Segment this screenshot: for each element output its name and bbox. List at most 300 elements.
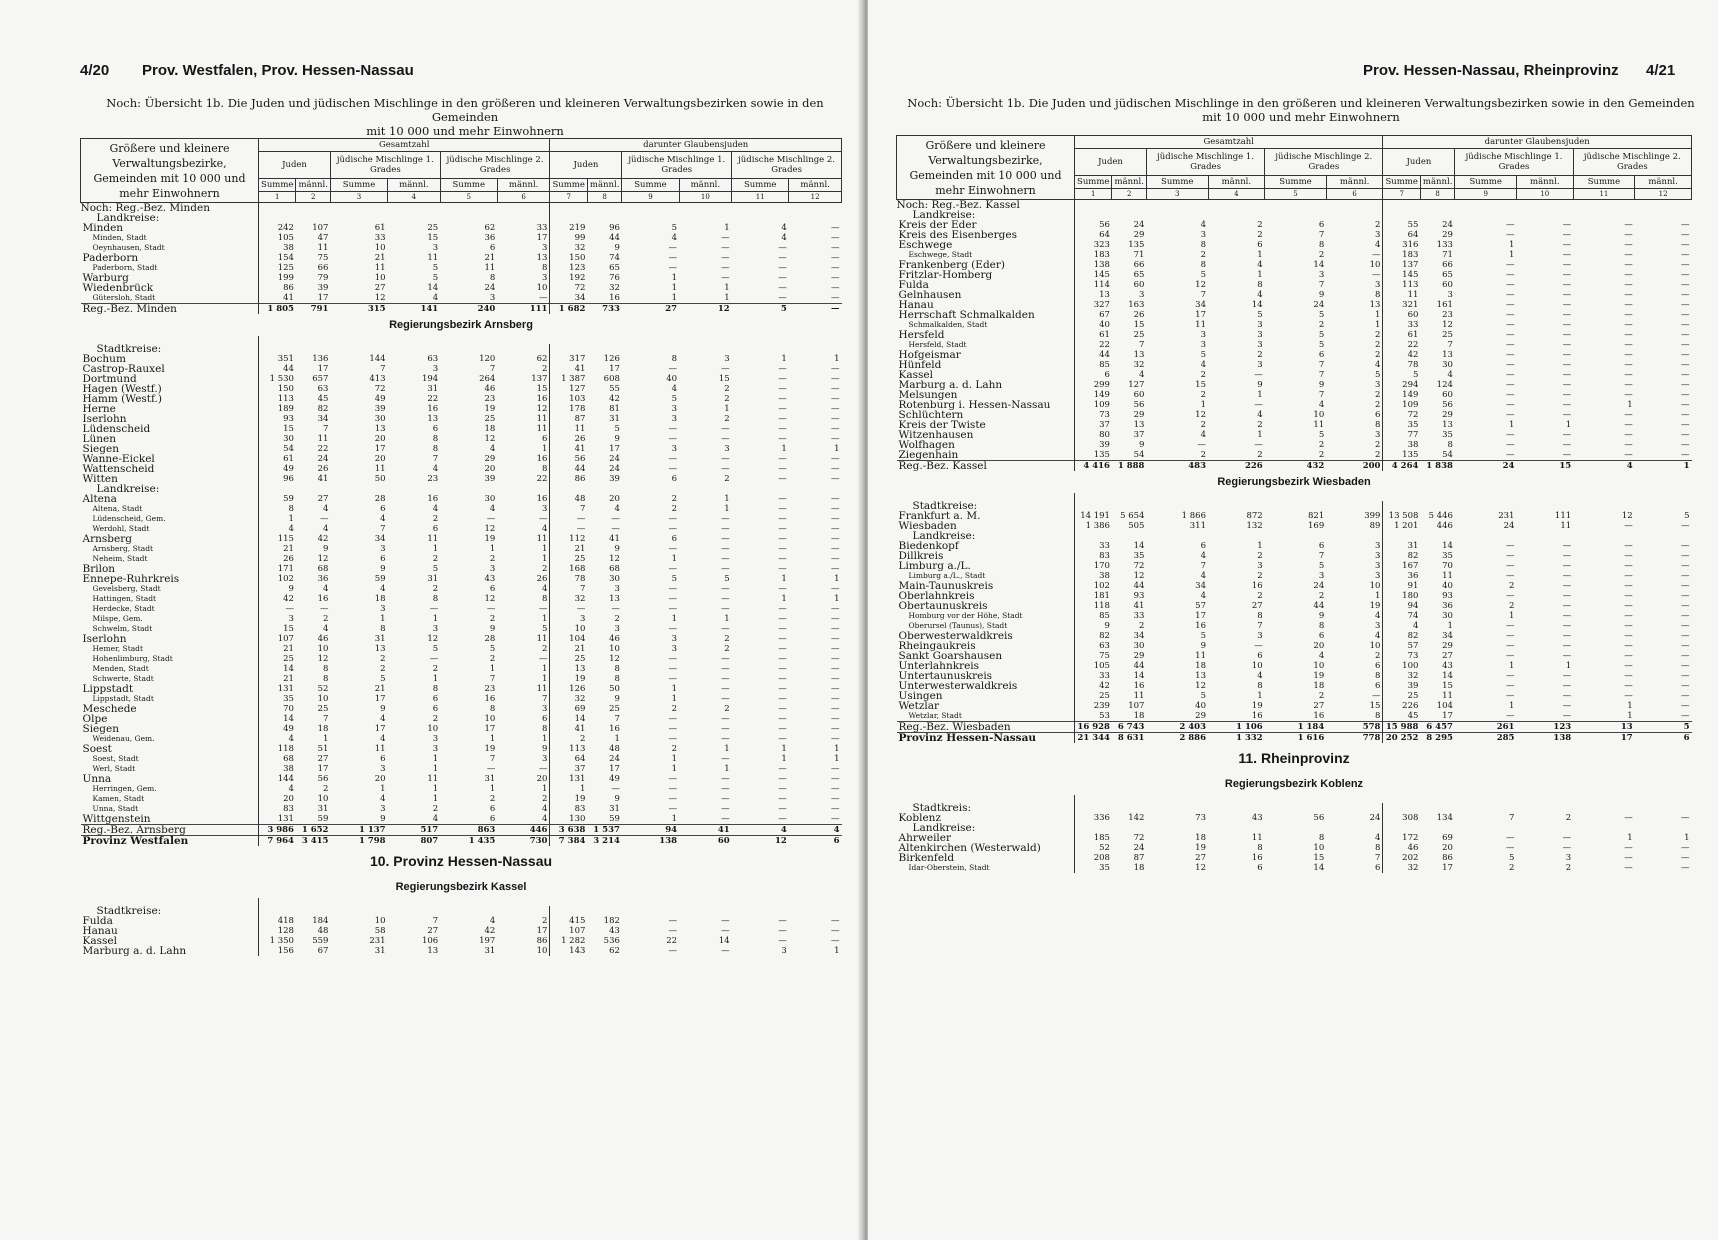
data-cell: 5	[1509, 853, 1515, 863]
data-cell: 3	[432, 243, 439, 253]
data-cell: 77	[1407, 430, 1419, 440]
data-cell	[550, 203, 587, 214]
data-cell: 1	[1565, 420, 1572, 430]
data-cell: —	[831, 404, 840, 414]
data-cell: 9	[1257, 380, 1263, 390]
data-cell: —	[721, 263, 730, 273]
data-cell: —	[721, 584, 730, 594]
data-cell: 5	[1635, 722, 1692, 733]
data-cell: —	[668, 654, 678, 664]
data-cell: 578	[1326, 722, 1383, 733]
data-cell: 13	[1442, 350, 1453, 360]
data-cell: 3	[781, 946, 787, 956]
data-cell: —	[1624, 290, 1633, 300]
data-cell: 109	[1402, 400, 1419, 410]
data-cell: —	[668, 946, 678, 956]
row-label: Iserlohn	[81, 634, 259, 644]
row-label: Reg.-Bez. Kassel	[897, 461, 1075, 472]
data-cell: 38	[1407, 440, 1419, 450]
data-cell: 8	[1257, 843, 1263, 853]
data-cell: —	[1562, 390, 1572, 400]
data-cell: 5	[1200, 350, 1206, 360]
column-header-juden: Juden	[550, 152, 622, 179]
data-cell: —	[1505, 440, 1515, 450]
row-label: Kassel	[81, 936, 259, 946]
data-cell: 18	[317, 724, 329, 734]
data-cell: —	[668, 604, 678, 614]
data-cell: 20	[609, 494, 620, 504]
table-row	[897, 691, 1692, 701]
data-cell: —	[1681, 390, 1690, 400]
data-cell: 16	[609, 293, 620, 303]
data-cell: 91	[1407, 581, 1419, 591]
data-cell: 16	[1251, 711, 1263, 721]
data-cell: 178	[569, 404, 586, 414]
data-cell: —	[721, 554, 730, 564]
data-cell: 1	[1257, 270, 1263, 280]
data-cell: —	[778, 263, 787, 273]
data-cell: —	[1681, 300, 1690, 310]
data-cell: 351	[277, 354, 294, 364]
data-cell: 24	[609, 754, 620, 764]
data-cell	[1455, 200, 1517, 211]
data-cell: 74	[609, 253, 620, 263]
table-row	[897, 733, 1692, 744]
data-cell: —	[486, 604, 496, 614]
data-cell: —	[1624, 270, 1633, 280]
row-label: Usingen	[897, 691, 1075, 701]
data-cell: 7	[579, 584, 586, 594]
data-cell: 35	[1099, 863, 1110, 873]
row-label: Paderborn	[81, 253, 259, 263]
table-row	[897, 601, 1692, 611]
data-cell: —	[1624, 631, 1633, 641]
data-cell: 11	[497, 684, 550, 694]
data-cell: —	[1562, 270, 1572, 280]
data-cell: —	[1624, 691, 1633, 701]
row-label: Sankt Goarshausen	[897, 651, 1075, 661]
table-row	[81, 504, 842, 514]
data-cell: 3	[671, 444, 678, 454]
data-cell: 131	[277, 684, 294, 694]
data-cell	[330, 344, 387, 354]
data-cell: 2	[724, 474, 730, 484]
row-label: Schwelm, Stadt	[81, 624, 259, 634]
section-title-row	[81, 876, 842, 898]
data-cell: 80	[1099, 430, 1110, 440]
data-cell: 2	[1318, 250, 1325, 260]
data-cell: 150	[277, 384, 294, 394]
data-cell	[497, 906, 550, 916]
data-cell: 31	[484, 946, 496, 956]
data-cell: 66	[1133, 260, 1145, 270]
data-cell: 123	[1516, 722, 1573, 733]
data-cell: 17	[497, 233, 550, 243]
data-cell: —	[831, 514, 840, 524]
data-cell: 25	[1407, 691, 1419, 701]
data-cell: 18	[484, 424, 496, 434]
data-cell	[296, 484, 331, 494]
data-cell: 138	[622, 836, 679, 847]
data-cell: 5	[1326, 370, 1383, 380]
data-cell: 16	[1251, 853, 1263, 863]
data-cell: —	[1562, 340, 1572, 350]
data-cell: 19	[574, 794, 586, 804]
data-cell: 34	[317, 414, 329, 424]
data-cell: 32	[574, 594, 586, 604]
data-cell	[1146, 501, 1208, 511]
data-cell: 83	[1099, 551, 1110, 561]
data-cell: 168	[569, 564, 586, 574]
data-cell: —	[721, 534, 730, 544]
data-cell: 13	[1099, 290, 1110, 300]
column-header-summe: Summe	[1573, 176, 1635, 189]
data-cell: 47	[317, 233, 329, 243]
data-cell	[1208, 210, 1265, 220]
data-cell: 4	[288, 524, 294, 534]
data-cell: 34	[1442, 631, 1453, 641]
data-cell: 11	[484, 263, 496, 273]
column-number: 7	[550, 192, 587, 203]
data-cell: 2	[1257, 350, 1263, 360]
data-cell: 11	[1195, 651, 1206, 661]
data-cell	[497, 484, 550, 494]
column-header-mischlinge-1: jüdische Mischlinge 1. Grades	[622, 152, 732, 179]
data-cell: 60	[1442, 390, 1453, 400]
table-row	[897, 410, 1692, 420]
table-row	[897, 853, 1692, 863]
row-label: Witten	[81, 474, 259, 484]
row-label: Schwerte, Stadt	[81, 674, 259, 684]
data-cell: 14	[283, 664, 294, 674]
data-cell	[1420, 823, 1455, 833]
column-header-juden: Juden	[1383, 149, 1455, 176]
data-cell: 1 652	[296, 825, 331, 836]
data-cell: 197	[479, 936, 496, 946]
row-label: Eschwege, Stadt	[897, 250, 1075, 260]
data-cell: 7	[489, 754, 496, 764]
caption-line-1: Noch: Übersicht 1b. Die Juden und jüdischen Mischlinge in den größeren und kleineren Verwaltungsbezirken sowie in den Gemeinden	[907, 96, 1695, 110]
data-cell: 41	[283, 293, 294, 303]
table-row	[897, 551, 1692, 561]
data-cell	[550, 484, 587, 494]
data-cell: 120	[479, 354, 496, 364]
data-cell: 93	[283, 414, 294, 424]
data-cell: 418	[277, 916, 294, 926]
data-cell: 13	[1133, 350, 1145, 360]
data-cell: —	[721, 714, 730, 724]
data-cell: 24	[1133, 220, 1145, 230]
data-cell: —	[778, 764, 787, 774]
data-cell: —	[497, 764, 550, 774]
data-cell: 149	[1093, 390, 1110, 400]
data-cell: 7	[1200, 290, 1206, 300]
data-cell: —	[1681, 541, 1690, 551]
data-cell: —	[1505, 551, 1515, 561]
data-cell: 4	[1200, 551, 1206, 561]
section-title-row	[897, 773, 1692, 795]
data-cell: 1	[489, 784, 496, 794]
data-cell: 2	[1257, 220, 1263, 230]
data-cell: 7 384	[550, 836, 587, 847]
data-cell: —	[831, 414, 840, 424]
table-row	[897, 621, 1692, 631]
data-cell: 103	[569, 394, 586, 404]
table-row	[81, 574, 842, 584]
row-label: Hattingen, Stadt	[81, 594, 259, 604]
data-cell: —	[721, 754, 730, 764]
data-cell: —	[831, 604, 840, 614]
table-row	[897, 240, 1692, 250]
data-cell: 16	[1195, 621, 1206, 631]
data-cell: —	[1562, 400, 1572, 410]
data-cell: —	[1505, 220, 1515, 230]
data-cell: 35	[1407, 420, 1419, 430]
data-cell	[1635, 823, 1692, 833]
data-cell: —	[831, 253, 840, 263]
data-cell: 31	[427, 384, 439, 394]
data-cell: 2	[1318, 691, 1325, 701]
data-cell: 7	[1318, 370, 1325, 380]
data-cell: 1	[497, 614, 550, 624]
data-cell: 1	[489, 544, 496, 554]
subsection-label: Landkreise:	[897, 531, 1075, 541]
data-cell: 41	[574, 444, 586, 454]
data-cell: 14	[1313, 863, 1325, 873]
data-cell: 2	[1200, 370, 1206, 380]
data-cell: —	[778, 424, 787, 434]
data-cell: 111	[1554, 511, 1572, 521]
data-cell: —	[778, 774, 787, 784]
data-cell	[1075, 210, 1112, 220]
data-cell: 2	[1318, 591, 1325, 601]
table-row	[897, 541, 1692, 551]
data-cell: 29	[1133, 230, 1145, 240]
data-cell: 7	[489, 364, 496, 374]
table-row	[81, 674, 842, 684]
data-cell: 17	[317, 293, 329, 303]
data-cell: —	[1505, 380, 1515, 390]
table-row	[81, 554, 842, 564]
data-cell: 5	[1200, 631, 1206, 641]
data-cell: 7	[323, 714, 329, 724]
data-cell: —	[778, 293, 787, 303]
data-cell: 107	[312, 223, 329, 233]
data-cell: 3	[497, 504, 550, 514]
column-number: 11	[732, 192, 789, 203]
data-cell: 1	[671, 273, 678, 283]
data-cell: 20	[497, 774, 550, 784]
data-cell: 285	[1455, 733, 1517, 744]
data-cell	[1516, 200, 1573, 211]
data-cell: 104	[569, 634, 586, 644]
data-cell: 2	[671, 744, 678, 754]
data-cell: 2	[323, 784, 329, 794]
data-cell: 6	[489, 243, 496, 253]
data-cell: 44	[574, 464, 586, 474]
data-cell: 13	[427, 946, 439, 956]
data-cell: 49	[283, 464, 294, 474]
data-cell	[679, 203, 732, 214]
table-row	[81, 614, 842, 624]
data-cell: —	[831, 223, 840, 233]
data-cell: 1	[724, 504, 730, 514]
data-cell: 5	[432, 273, 439, 283]
data-cell: —	[1681, 701, 1690, 711]
data-cell: 24	[1313, 300, 1325, 310]
row-label: Kamen, Stadt	[81, 794, 259, 804]
data-cell: 46	[484, 384, 496, 394]
data-cell: 31	[484, 774, 496, 784]
data-cell: 415	[569, 916, 586, 926]
data-cell: —	[1681, 571, 1690, 581]
data-cell: 10	[427, 724, 439, 734]
data-cell: 3	[1326, 561, 1383, 571]
data-cell: —	[831, 534, 840, 544]
data-cell: 1	[671, 764, 678, 774]
data-cell	[1455, 803, 1517, 813]
row-label: Biedenkopf	[897, 541, 1075, 551]
data-cell: 31	[374, 946, 386, 956]
data-cell: —	[1562, 551, 1572, 561]
table-row	[81, 664, 842, 674]
data-cell: 2	[1257, 591, 1263, 601]
data-cell: —	[1681, 260, 1690, 270]
data-cell: 181	[1093, 591, 1110, 601]
group-header-glaubensjuden: darunter Glaubensjuden	[1383, 136, 1692, 149]
data-cell: —	[319, 604, 329, 614]
data-cell: 1 106	[1208, 722, 1265, 733]
data-cell: —	[778, 394, 787, 404]
data-cell	[1383, 210, 1420, 220]
data-cell: 4	[432, 293, 439, 303]
data-cell: 3	[1565, 853, 1572, 863]
data-cell: 8	[1326, 671, 1383, 681]
data-cell: 132	[1246, 521, 1263, 531]
data-cell: —	[831, 804, 840, 814]
data-cell: 64	[1407, 230, 1419, 240]
data-cell	[1516, 210, 1573, 220]
data-cell: 5	[1257, 310, 1263, 320]
data-cell	[1208, 531, 1265, 541]
data-cell: 16	[609, 724, 620, 734]
data-cell	[1383, 501, 1420, 511]
data-cell: 9	[323, 544, 329, 554]
section-title: 11. Rheinprovinz	[1238, 750, 1350, 766]
data-cell: —	[778, 544, 787, 554]
data-cell: 12	[427, 634, 439, 644]
table-row	[897, 230, 1692, 240]
data-cell: —	[668, 916, 678, 926]
row-label: Neheim, Stadt	[81, 554, 259, 564]
row-label: Lippstadt	[81, 684, 259, 694]
data-cell: —	[831, 364, 840, 374]
data-cell: —	[1505, 541, 1515, 551]
data-cell: 82	[317, 404, 329, 414]
table-row	[897, 591, 1692, 601]
data-cell: 24	[1326, 813, 1383, 823]
data-cell: 15	[1133, 320, 1145, 330]
data-cell: 87	[1133, 853, 1145, 863]
data-cell: 2	[1326, 350, 1383, 360]
data-cell: 399	[1326, 511, 1383, 521]
data-cell: —	[831, 936, 840, 946]
data-cell: 38	[283, 764, 294, 774]
data-cell: 8	[1326, 843, 1383, 853]
data-cell: —	[1624, 651, 1633, 661]
data-cell: 16	[484, 694, 496, 704]
data-cell: 15	[1195, 380, 1206, 390]
data-cell: —	[1681, 853, 1690, 863]
data-cell: —	[721, 684, 730, 694]
data-cell: 72	[574, 283, 586, 293]
data-cell: —	[1681, 410, 1690, 420]
data-cell: 3	[1326, 571, 1383, 581]
data-cell: —	[721, 926, 730, 936]
data-cell: 2	[1200, 420, 1206, 430]
data-cell	[388, 344, 441, 354]
table-row	[897, 651, 1692, 661]
data-cell: 24	[484, 283, 496, 293]
data-cell: 185	[1093, 833, 1110, 843]
data-cell: —	[1624, 220, 1633, 230]
table-row	[81, 374, 842, 384]
data-cell: 31	[427, 574, 439, 584]
data-cell: 1	[288, 514, 294, 524]
data-cell: 85	[1099, 360, 1110, 370]
data-cell: 26	[1133, 310, 1145, 320]
subsection-label: Stadtkreise:	[897, 501, 1075, 511]
data-cell: 231	[369, 936, 386, 946]
column-number: 9	[622, 192, 679, 203]
data-cell: 17	[374, 724, 386, 734]
data-cell: 41	[609, 534, 620, 544]
data-cell: 226	[1208, 461, 1265, 472]
data-cell: —	[668, 774, 678, 784]
data-cell: 1	[432, 784, 439, 794]
data-cell: 1	[497, 664, 550, 674]
data-cell	[440, 484, 497, 494]
data-cell: 8	[380, 624, 386, 634]
data-cell: 70	[1442, 561, 1453, 571]
data-cell: 4	[288, 784, 294, 794]
data-cell: —	[1562, 290, 1572, 300]
data-cell: —	[721, 946, 730, 956]
data-cell: 6	[1635, 733, 1692, 744]
data-cell: 43	[609, 926, 620, 936]
data-cell: 11	[1442, 571, 1453, 581]
data-cell: 4	[789, 825, 842, 836]
column-number: 7	[1383, 189, 1420, 200]
row-label: Herdecke, Stadt	[81, 604, 259, 614]
data-cell: 7	[1318, 230, 1325, 240]
column-header-summe: Summe	[1383, 176, 1420, 189]
data-cell: 1	[497, 784, 550, 794]
data-cell: —	[778, 926, 787, 936]
data-cell: —	[1624, 310, 1633, 320]
data-cell: —	[1254, 370, 1263, 380]
data-cell: —	[1562, 691, 1572, 701]
table-row	[81, 364, 842, 374]
data-cell: —	[1681, 591, 1690, 601]
data-cell: 126	[569, 684, 586, 694]
data-cell: 183	[1402, 250, 1419, 260]
row-label: Lüdenscheid	[81, 424, 259, 434]
data-cell: —	[611, 514, 620, 524]
data-cell: 20	[484, 464, 496, 474]
data-cell: —	[1681, 320, 1690, 330]
data-cell: —	[576, 524, 586, 534]
